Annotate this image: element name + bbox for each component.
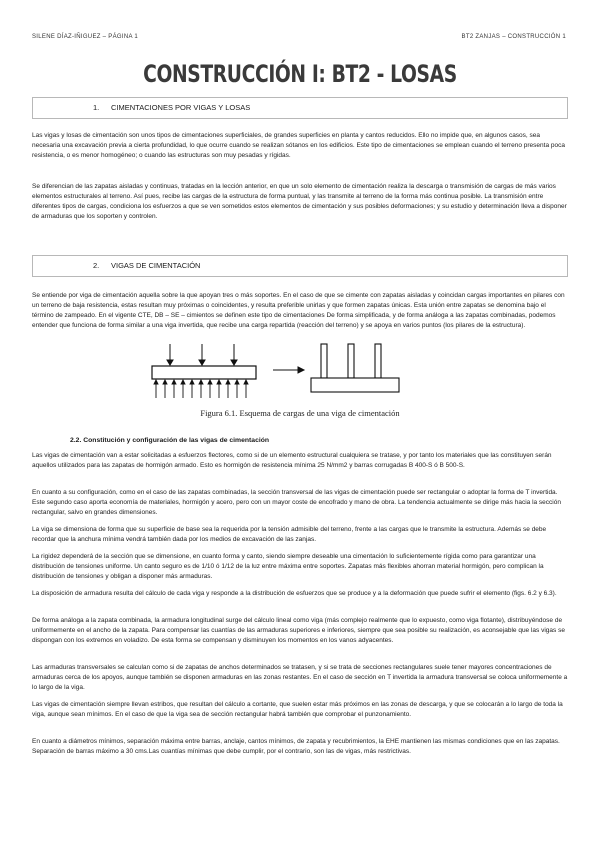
- paragraph: Las vigas de cimentación siempre llevan estribos, que resultan del cálculo a cortante, que suelen estar más próximos en las zonas de descarga, y que se colocarán a lo largo de toda la viga, aunque sean mínimos. En el caso de que la viga sea de sección rectangular habrá también que comprobar el punzonamiento.: [32, 701, 563, 719]
- paragraph: Se entiende por viga de cimentación aquella sobre la que apoyan tres o más soportes. En el caso de que se cimente con zapatas aisladas y coincidan cargas importantes en pilares con un terreno de baja resistencia, estas resultan muy próximas o coincidentes, y resulta preferible unirlas y que formen zapatas únicas. Esta unión entre zapatas se denomina bajo el término de zampeado. En el vigente CTE, DB – SE – cimientos se definen este tipo de cimentaciones De forma simplificada, y de forma análoga a las zapatas combinadas, podemos entender que funciona de forma similar a una viga invertida, que recibe una carga repartida (reacción del terreno) y se apoya en varios puntos (los pilares de la estructura).: [32, 292, 565, 330]
- subsection-heading: 2.2. Constitución y configuración de las vigas de cimentación: [70, 437, 270, 444]
- paragraph: En cuanto a diámetros mínimos, separación máxima entre barras, anclaje, cantos mínimos, de zapata y recubrimientos, la EHE mantienen las mismas condiciones que en las zapatas. Separación de barras máximo a 30 cms.Las cuantías mínimas que debe cumplir, por el contrario, son las de vigas, más restrictivas.: [32, 738, 560, 756]
- figure-caption: Figura 6.1. Esquema de cargas de una viga de cimentación: [200, 408, 400, 418]
- section-number: 2.: [93, 261, 100, 270]
- paragraph: La viga se dimensiona de forma que su superficie de base sea la requerida por la tensión admisible del terreno, frente a las cargas que le transmite la estructura. Además se debe recordar que la anchura mínima vendrá también dada por los medios de excavación de las zanjas.: [32, 526, 547, 544]
- point-load-arrows: [167, 344, 237, 365]
- paragraph: Las vigas de cimentación van a estar solicitadas a esfuerzos flectores, como si de un elemento estructural cualquiera se tratase, y por tanto los materiales que las constituyen serán aquellos utilizados para las zapatas de hormigón armado. Esto es hormigón de resistencia mínima 25 N/mm2 y barras corrugadas B 400-S ó B 500-S.: [32, 452, 552, 470]
- section-heading-2: [32, 255, 568, 277]
- beam-load-diagram: [148, 342, 416, 402]
- page-title: CONSTRUCCIÓN I: BT2 - LOSAS: [143, 60, 457, 88]
- paragraph: La rigidez dependerá de la sección que se dimensione, en cuanto forma y canto, siendo siempre deseable una cimentación lo suficientemente rígida como para garantizar una distribución de tensiones uniforme. Un canto seguro es de 1/10 ó 1/12 de la luz entre máxima entre soportes. Zapatas más flexibles ahorran material hormigón, pero complican la distribución de tensiones y obligan a disponer más armaduras.: [32, 553, 544, 581]
- paragraph: Las armaduras transversales se calculan como si de zapatas de anchos determinados se tratasen, y si se trata de secciones rectangulares suele tener mayores concentraciones de armaduras cerca de los apoyos, aunque también se disponen armaduras en las zonas restantes. En el caso de sección en T invertida la armadura transversal se coloca uniformemente a lo largo de la viga.: [32, 664, 568, 692]
- page-header-right: BT2 ZANJAS – CONSTRUCCIÓN 1: [461, 34, 566, 40]
- beam-rect: [152, 366, 256, 379]
- paragraph: Se diferencian de las zapatas aisladas y continuas, tratadas en la lección anterior, en que un solo elemento de cimentación realiza la descarga o transmisión de cargas de más varios elementos estructurales al terreno. Así pues, recibe las cargas de la estructura de forma puntual, y las transmite al terreno de la forma más continua posible. La transmisión entre diferentes tipos de cargas, condiciona los esfuerzos a que se ven sometidos estos elementos de cimentación y sus posibles deformaciones; y su estudio y determinación lleva a disponer de armaduras que los soporten y controlen.: [32, 183, 567, 221]
- distributed-reaction-arrows: [154, 380, 248, 398]
- paragraph: La disposición de armadura resulta del cálculo de cada viga y responde a la distribución de esfuerzos que se produce y a la deformación que puede sufrir el elemento (figs. 6.2 y 6.3).: [32, 590, 557, 597]
- paragraph: De forma análoga a la zapata combinada, la armadura longitudinal surge del cálculo lineal como viga (más complejo realmente que lo expuesto, como viga flotante), distribuyéndose de uniformemente en el ancho de la zapata. Para compensar las cuantías de las armaduras superiores e inferiores, siempre que sea posible su realización, es aconsejable que las vigas se dispongan con los extremos en voladizo. De esta forma se compensan y disminuyen los momentos en los vanos adyacentes.: [32, 617, 565, 645]
- paragraph: Las vigas y losas de cimentación son unos tipos de cimentaciones superficiales, de grandes superficies en planta y cantos reducidos. Ello no impide que, en algunos casos, sea necesaria una excavación previa a cierta profundidad, lo que ocurre cuando se realizan sótanos en los edificios. Este tipo de cimentaciones se emplean cuando el terreno presenta poca resistencia, o es menor homogéneo; o cuando las estructuras son muy pesadas y rígidas.: [32, 132, 565, 160]
- section-label: CIMENTACIONES POR VIGAS Y LOSAS: [111, 103, 251, 112]
- inverted-beam-diagram: [311, 344, 399, 392]
- arrow-right-icon: [273, 367, 304, 373]
- paragraph: En cuanto a su configuración, como en el caso de las zapatas combinadas, la sección transversal de las vigas de cimentación puede ser rectangular o adoptar la forma de T invertida. Este segundo caso aporta economía de materiales, hormigón y acero, pero con un mayor coste de encofrado y mano de obra. La tendencia actualmente se dirige más hacia la sección rectangular, salvo en grandes dimensiones.: [32, 489, 561, 517]
- section-heading-1: [32, 97, 568, 119]
- section-number: 1.: [93, 103, 100, 112]
- page-header-left: SILENE DÍAZ-IÑIGUEZ – PÁGINA 1: [32, 34, 139, 40]
- section-label: VIGAS DE CIMENTACIÓN: [111, 261, 201, 270]
